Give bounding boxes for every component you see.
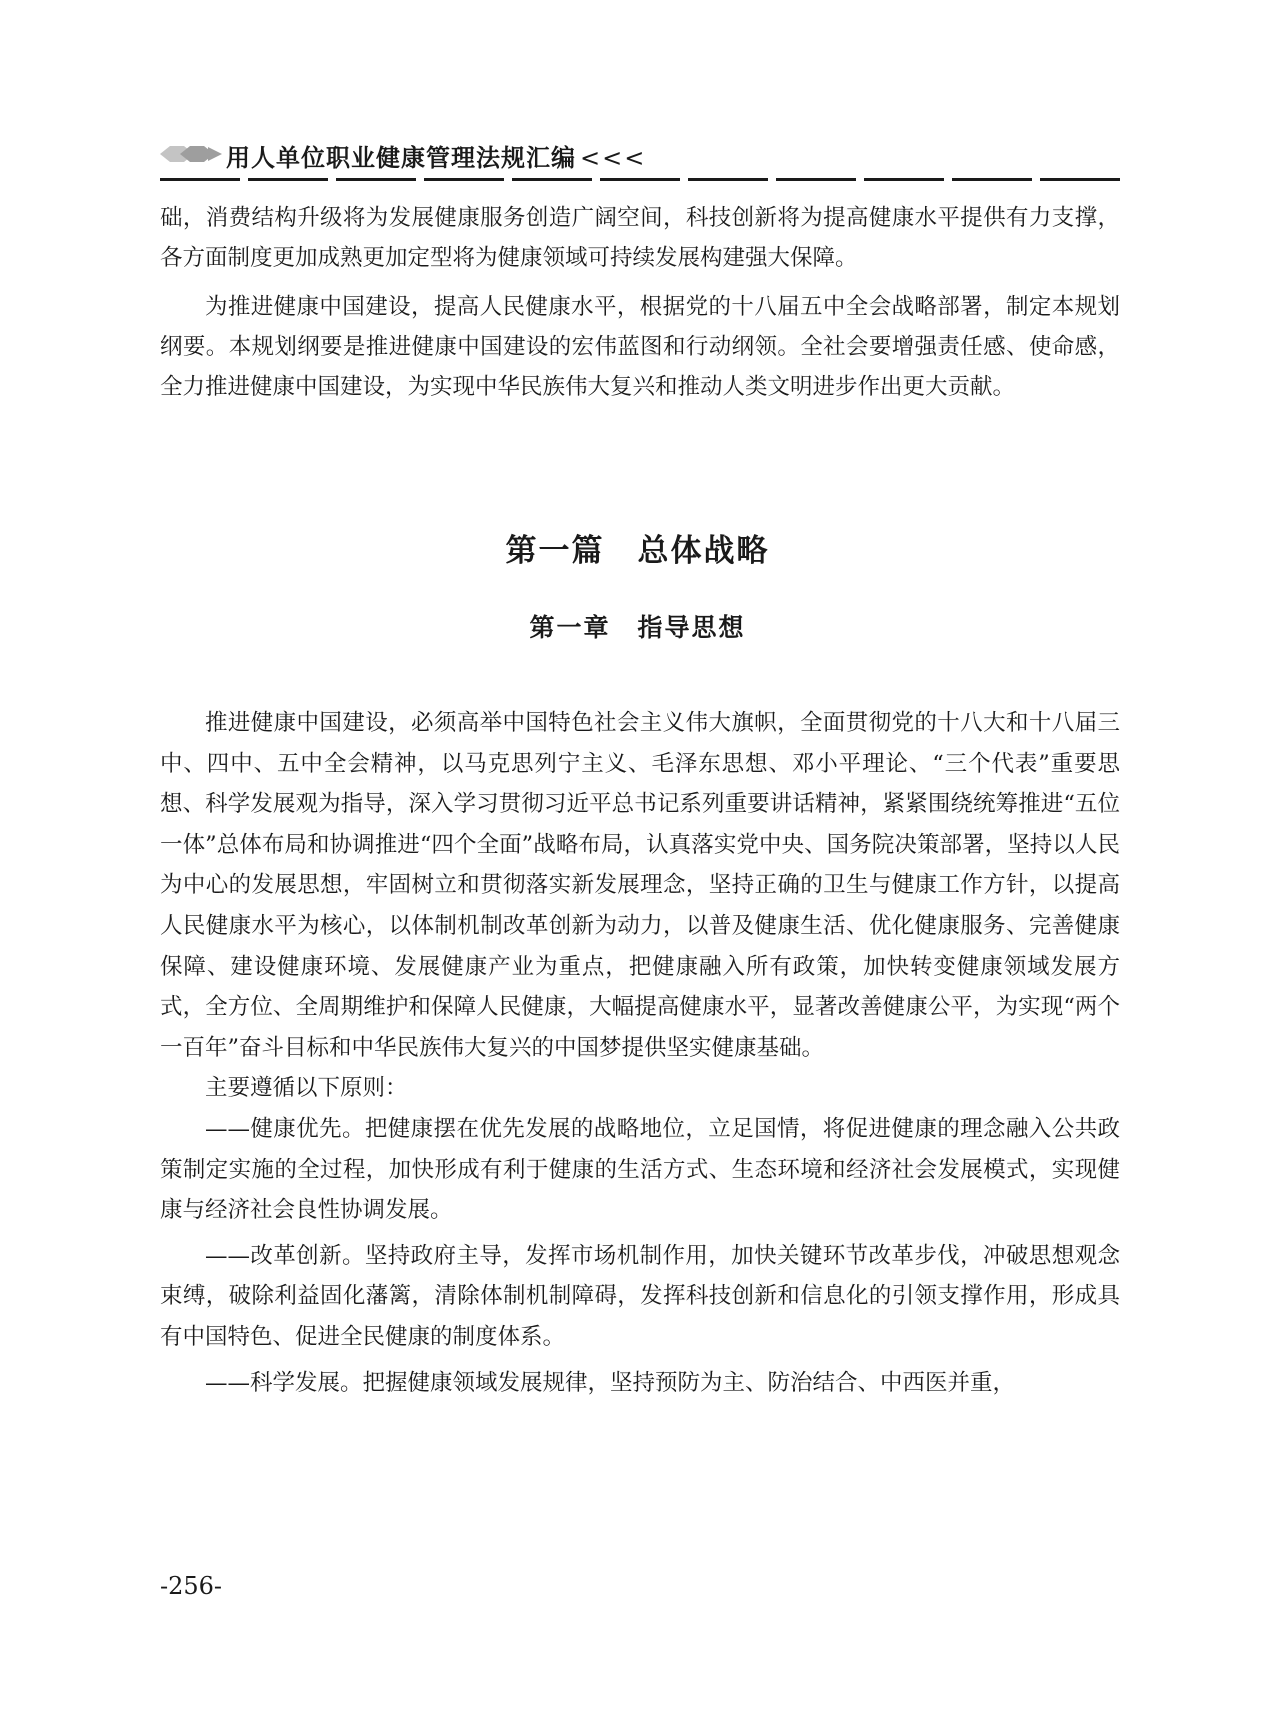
paragraph: 主要遵循以下原则：: [205, 1075, 408, 1102]
paragraph: 为推进健康中国建设，提高人民健康水平，根据党的十八届五中全会战略部署，制定本规划纲要。本规划纲要是推进健康中国建设的宏伟蓝图和行动纲领。全社会要增强责任感、使命感，全力推进健康中国建设，为实现中华民族伟大复兴和推动人类文明进步作出更大贡献。: [160, 294, 1120, 400]
book-title: 用人单位职业健康管理法规汇编 <<<: [226, 144, 647, 172]
paragraph: 推进健康中国建设，必须高举中国特色社会主义伟大旗帜，全面贯彻党的十八大和十八届三中、四中、五中全会精神，以马克思列宁主义、毛泽东思想、邓小平理论、“三个代表”重要思想、科学发展观为指导，深入学习贯彻习近平总书记系列重要讲话精神，紧紧围绕统筹推进“五位一体”总体布局和协调推进“四个全面”战略布局，认真落实党中央、国务院决策部署，坚持以人民为中心的发展思想，牢固树立和贯彻落实新发展理念，坚持正确的卫生与健康工作方针，以提高人民健康水平为核心，以体制机制改革创新为动力，以普及健康生活、优化健康服务、完善健康保障、建设健康环境、发展健康产业为重点，把健康融入所有政策，加快转变健康领域发展方式，全方位、全周期维护和保障人民健康，大幅提高健康水平，显著改善健康公平，为实现“两个一百年”奋斗目标和中华民族伟大复兴的中国梦提供坚实健康基础。: [160, 710, 1120, 1061]
header-dashed-rule: [160, 178, 1120, 182]
paragraph: ——健康优先。把健康摆在优先发展的战略地位，立足国情，将促进健康的理念融入公共政策制定实施的全过程，加快形成有利于健康的生活方式、生态环境和经济社会发展模式，实现健康与经济社会良性协调发展。: [160, 1115, 1120, 1224]
running-header: [160, 138, 1120, 178]
chapter-body: [160, 703, 1120, 1403]
part-title: 第一篇 总体战略: [505, 533, 770, 569]
page-number: -256-: [160, 1572, 223, 1600]
paragraph: ——科学发展。把握健康领域发展规律，坚持预防为主、防治结合、中西医并重，: [205, 1369, 1016, 1396]
double-diamond-arrow-icon: [160, 144, 222, 164]
chapter-title: 第一章 指导思想: [529, 613, 746, 642]
intro-text: [160, 198, 1120, 407]
header-suffix: <<<: [580, 144, 647, 172]
paragraph: 础，消费结构升级将为发展健康服务创造广阔空间，科技创新将为提高健康水平提供有力支撑，各方面制度更加成熟更加定型将为健康领域可持续发展构建强大保障。: [160, 205, 1120, 271]
paragraph: ——改革创新。坚持政府主导，发挥市场机制作用，加快关键环节改革步伐，冲破思想观念束缚，破除利益固化藩篱，清除体制机制障碍，发挥科技创新和信息化的引领支撑作用，形成具有中国特色、促进全民健康的制度体系。: [160, 1242, 1120, 1350]
